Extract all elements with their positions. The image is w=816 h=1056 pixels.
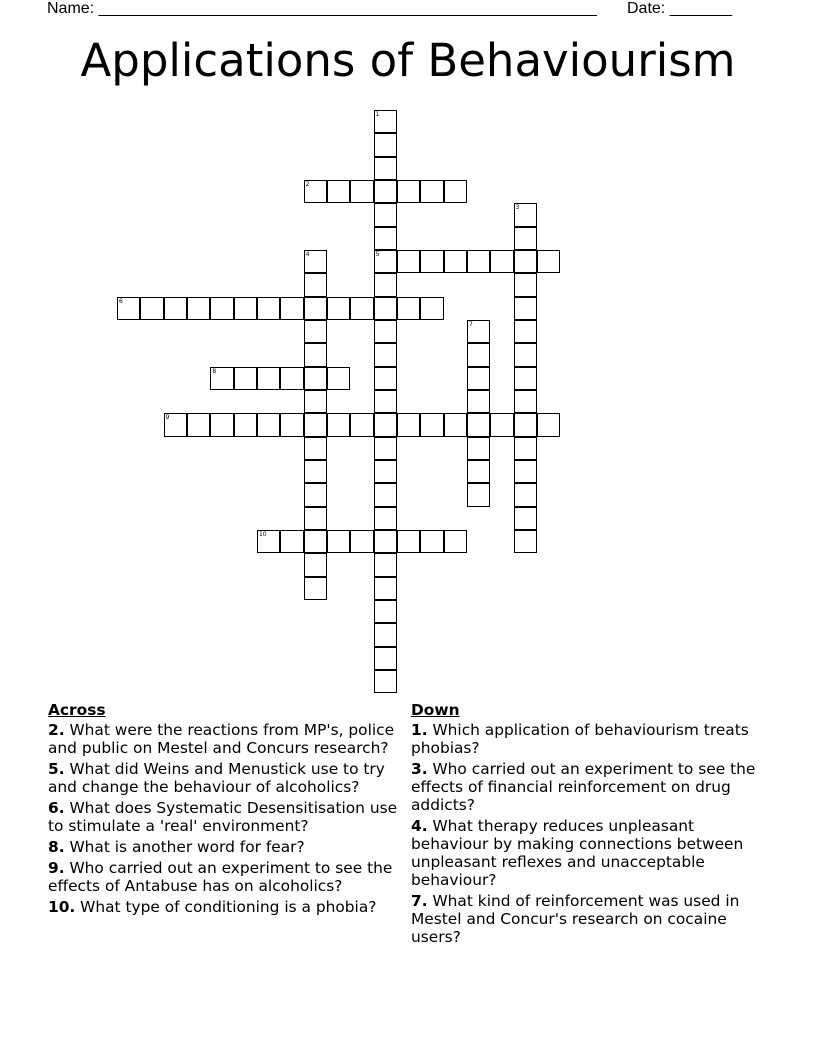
grid-cell[interactable] <box>374 413 397 436</box>
grid-cell[interactable] <box>420 413 443 436</box>
grid-cell[interactable] <box>514 460 537 483</box>
name-field[interactable]: Name: ________________________________________________________ <box>47 0 597 17</box>
grid-cell[interactable] <box>514 297 537 320</box>
clue-text: What therapy reduces unpleasant behaviour by making connections between unpleasant reflexes and unacceptable behaviour? <box>411 817 744 889</box>
grid-cell[interactable] <box>327 297 350 320</box>
grid-cell[interactable] <box>164 297 187 320</box>
grid-cell[interactable] <box>210 413 233 436</box>
grid-cell[interactable] <box>397 250 420 273</box>
grid-cell[interactable] <box>350 180 373 203</box>
grid-cell[interactable] <box>327 367 350 390</box>
grid-cell[interactable] <box>537 250 560 273</box>
clue-number: 10. <box>48 898 76 916</box>
cell-number: 7 <box>468 320 473 328</box>
down-clues <box>411 701 771 949</box>
grid-cell[interactable] <box>117 297 140 320</box>
grid-cell[interactable] <box>514 273 537 296</box>
grid-cell[interactable] <box>444 413 467 436</box>
across-clue <box>48 760 408 796</box>
cell-number: 4 <box>305 250 310 258</box>
across-clue <box>48 898 408 916</box>
across-clues <box>48 701 408 919</box>
clue-text: What were the reactions from MP's, police and public on Mestel and Concurs research? <box>48 721 395 757</box>
grid-cell[interactable] <box>374 483 397 506</box>
cell-number: 10 <box>258 530 267 538</box>
grid-cell[interactable] <box>304 390 327 413</box>
grid-cell[interactable] <box>467 460 490 483</box>
grid-cell[interactable] <box>304 577 327 600</box>
across-clue <box>48 721 408 757</box>
clue-number: 8. <box>48 838 65 856</box>
cell-number: 9 <box>165 414 170 422</box>
across-clue <box>48 799 408 835</box>
grid-cell[interactable] <box>537 413 560 436</box>
grid-cell[interactable] <box>234 297 257 320</box>
grid-cell[interactable] <box>164 413 187 436</box>
grid-cell[interactable] <box>257 367 280 390</box>
grid-cell[interactable] <box>304 553 327 576</box>
grid-cell[interactable] <box>514 530 537 553</box>
across-heading: Across <box>48 701 106 719</box>
grid-cell[interactable] <box>257 297 280 320</box>
grid-cell[interactable] <box>304 180 327 203</box>
grid-cell[interactable] <box>374 227 397 250</box>
grid-cell[interactable] <box>467 320 490 343</box>
grid-cell[interactable] <box>467 483 490 506</box>
across-clue-list <box>48 721 408 916</box>
grid-cell[interactable] <box>374 623 397 646</box>
grid-cell[interactable] <box>374 600 397 623</box>
grid-cell[interactable] <box>304 250 327 273</box>
cell-number: 8 <box>212 367 217 375</box>
grid-cell[interactable] <box>467 250 490 273</box>
grid-cell[interactable] <box>304 507 327 530</box>
grid-cell[interactable] <box>397 413 420 436</box>
grid-cell[interactable] <box>140 297 163 320</box>
grid-cell[interactable] <box>234 367 257 390</box>
grid-cell[interactable] <box>374 390 397 413</box>
grid-cell[interactable] <box>234 413 257 436</box>
grid-cell[interactable] <box>514 507 537 530</box>
cell-number: 2 <box>305 180 310 188</box>
across-clue <box>48 859 408 895</box>
clue-text: What does Systematic Desensitisation use to stimulate a 'real' environment? <box>48 799 398 835</box>
clue-number: 4. <box>411 817 428 835</box>
grid-cell[interactable] <box>514 437 537 460</box>
grid-cell[interactable] <box>187 297 210 320</box>
clue-text: What kind of reinforcement was used in Mestel and Concur's research on cocaine users? <box>411 892 740 946</box>
grid-cell[interactable] <box>280 413 303 436</box>
grid-cell[interactable] <box>514 390 537 413</box>
grid-cell[interactable] <box>374 647 397 670</box>
grid-cell[interactable] <box>304 367 327 390</box>
grid-cell[interactable] <box>350 530 373 553</box>
cell-number: 1 <box>375 111 380 118</box>
grid-cell[interactable] <box>327 180 350 203</box>
cell-number: 6 <box>119 297 123 305</box>
grid-cell[interactable] <box>374 367 397 390</box>
grid-cell[interactable] <box>374 460 397 483</box>
grid-cell[interactable] <box>304 530 327 553</box>
grid-cell[interactable] <box>514 367 537 390</box>
grid-cell[interactable] <box>374 437 397 460</box>
grid-cell[interactable] <box>304 483 327 506</box>
grid-cell[interactable] <box>304 413 327 436</box>
clue-number: 3. <box>411 760 428 778</box>
grid-cell[interactable] <box>304 437 327 460</box>
grid-cell[interactable] <box>374 180 397 203</box>
grid-cell[interactable] <box>490 413 513 436</box>
down-heading: Down <box>411 701 460 719</box>
grid-cell[interactable] <box>257 413 280 436</box>
clue-number: 2. <box>48 721 65 739</box>
grid-cell[interactable] <box>397 297 420 320</box>
grid-cell[interactable] <box>420 180 443 203</box>
clue-text: What did Weins and Menustick use to try and change the behaviour of alcoholics? <box>48 760 385 796</box>
grid-cell[interactable] <box>420 297 443 320</box>
grid-cell[interactable] <box>397 180 420 203</box>
grid-cell[interactable] <box>304 297 327 320</box>
grid-cell[interactable] <box>514 203 537 226</box>
grid-cell[interactable] <box>467 343 490 366</box>
grid-cell[interactable] <box>280 367 303 390</box>
grid-cell[interactable] <box>467 413 490 436</box>
clue-number: 1. <box>411 721 428 739</box>
clue-text: What type of conditioning is a phobia? <box>75 898 377 916</box>
grid-cell[interactable] <box>374 203 397 226</box>
grid-cell[interactable] <box>490 250 513 273</box>
grid-cell[interactable] <box>514 483 537 506</box>
cell-number: 5 <box>375 250 380 258</box>
grid-cell[interactable] <box>374 507 397 530</box>
grid-cell[interactable] <box>514 250 537 273</box>
grid-cell[interactable] <box>467 390 490 413</box>
grid-cell[interactable] <box>374 553 397 576</box>
down-clue <box>411 817 771 889</box>
clue-number: 7. <box>411 892 428 910</box>
grid-cell[interactable] <box>327 530 350 553</box>
grid-cell[interactable] <box>304 320 327 343</box>
page-title: Applications of Behaviourism <box>80 34 736 87</box>
clue-text: Who carried out an experiment to see the effects of Antabuse has on alcoholics? <box>48 859 393 895</box>
grid-cell[interactable] <box>257 530 280 553</box>
down-clue <box>411 892 771 946</box>
cell-number: 3 <box>515 204 520 212</box>
grid-cell[interactable] <box>374 530 397 553</box>
clue-number: 6. <box>48 799 65 817</box>
grid-cell[interactable] <box>374 250 397 273</box>
grid-cell[interactable] <box>210 367 233 390</box>
grid-cell[interactable] <box>444 250 467 273</box>
grid-cell[interactable] <box>444 180 467 203</box>
grid-cell[interactable] <box>397 530 420 553</box>
grid-cell[interactable] <box>327 413 350 436</box>
grid-cell[interactable] <box>420 530 443 553</box>
grid-cell[interactable] <box>210 297 233 320</box>
grid-cell[interactable] <box>374 297 397 320</box>
down-clue-list <box>411 721 771 946</box>
down-clue <box>411 760 771 814</box>
clue-number: 9. <box>48 859 65 877</box>
grid-cell[interactable] <box>374 273 397 296</box>
grid-cell[interactable] <box>514 413 537 436</box>
grid-cell[interactable] <box>304 273 327 296</box>
grid-cell[interactable] <box>514 343 537 366</box>
grid-cell[interactable] <box>304 460 327 483</box>
grid-cell[interactable] <box>350 413 373 436</box>
grid-cell[interactable] <box>467 367 490 390</box>
grid-cell[interactable] <box>374 670 397 693</box>
grid-cell[interactable] <box>514 227 537 250</box>
clue-text: Who carried out an experiment to see the effects of financial reinforcement on drug addicts? <box>411 760 756 814</box>
grid-cell[interactable] <box>420 250 443 273</box>
grid-cell[interactable] <box>374 577 397 600</box>
clue-number: 5. <box>48 760 65 778</box>
grid-cell[interactable] <box>444 530 467 553</box>
grid-cell[interactable] <box>280 530 303 553</box>
grid-cell[interactable] <box>374 133 397 156</box>
grid-cell[interactable] <box>374 320 397 343</box>
across-clue <box>48 838 408 856</box>
clue-text: What is another word for fear? <box>64 838 305 856</box>
grid-cell[interactable] <box>467 437 490 460</box>
grid-cell[interactable] <box>514 320 537 343</box>
date-field[interactable]: Date: _______ <box>627 0 732 17</box>
clue-text: Which application of behaviourism treats phobias? <box>411 721 749 757</box>
grid-cell[interactable] <box>187 413 210 436</box>
grid-cell[interactable] <box>304 343 327 366</box>
grid-cell[interactable] <box>374 110 397 133</box>
grid-cell[interactable] <box>374 157 397 180</box>
down-clue <box>411 721 771 757</box>
grid-cell[interactable] <box>350 297 373 320</box>
grid-cell[interactable] <box>374 343 397 366</box>
grid-cell[interactable] <box>280 297 303 320</box>
